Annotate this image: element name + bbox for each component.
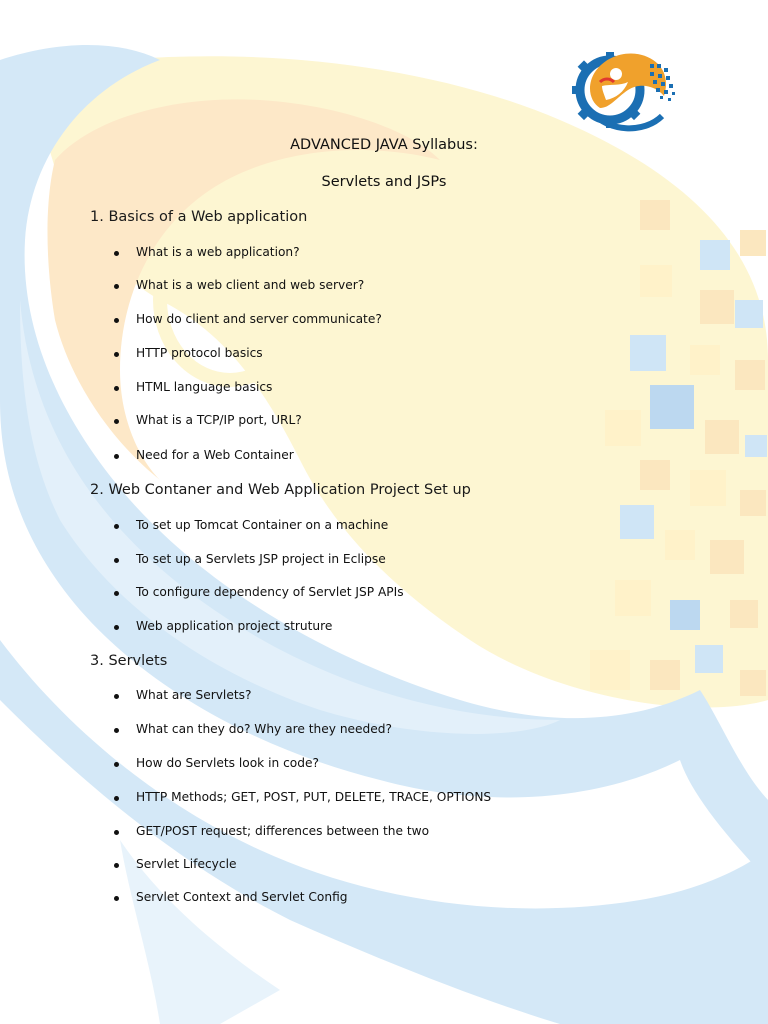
section-heading-web-container: 2. Web Contaner and Web Application Project Set up (90, 482, 471, 498)
bullet-icon (114, 284, 119, 289)
list-item: How do client and server communicate? (136, 312, 382, 326)
bullet-icon (114, 558, 119, 563)
bullet-icon (114, 796, 119, 801)
list-item: What is a web client and web server? (136, 278, 365, 292)
list-item: To set up a Servlets JSP project in Eclipse (136, 552, 386, 566)
bullet-icon (114, 830, 119, 835)
bullet-icon (114, 694, 119, 699)
bullet-icon (114, 352, 119, 357)
bullet-icon (114, 386, 119, 391)
document-title: ADVANCED JAVA Syllabus: (290, 137, 478, 153)
list-item: GET/POST request; differences between the two (136, 824, 430, 838)
list-item: Web application project struture (136, 619, 333, 633)
bullet-icon (114, 318, 119, 323)
bullet-icon (114, 591, 119, 596)
section-heading-basics: 1. Basics of a Web application (90, 209, 308, 225)
list-item: HTTP protocol basics (136, 346, 263, 360)
list-item: Servlet Context and Servlet Config (136, 890, 348, 904)
list-item: HTML language basics (136, 380, 273, 394)
list-item: What is a web application? (136, 245, 300, 259)
list-item: What are Servlets? (136, 688, 252, 702)
bullet-icon (114, 863, 119, 868)
list-item: To configure dependency of Servlet JSP APIs (136, 585, 404, 599)
list-item: To set up Tomcat Container on a machine (136, 518, 389, 532)
list-item: HTTP Methods; GET, POST, PUT, DELETE, TRACE, OPTIONS (136, 790, 492, 804)
list-item: What can they do? Why are they needed? (136, 722, 392, 736)
bullet-icon (114, 524, 119, 529)
bullet-icon (114, 625, 119, 630)
list-item: Servlet Lifecycle (136, 857, 237, 871)
list-item: What is a TCP/IP port, URL? (136, 413, 302, 427)
bullet-icon (114, 419, 119, 424)
bullet-icon (114, 454, 119, 459)
section-heading-servlets: 3. Servlets (90, 653, 168, 669)
list-item: How do Servlets look in code? (136, 756, 319, 770)
bullet-icon (114, 896, 119, 901)
bullet-icon (114, 762, 119, 767)
list-item: Need for a Web Container (136, 448, 294, 462)
bullet-icon (114, 728, 119, 733)
bullet-icon (114, 251, 119, 256)
document-subtitle: Servlets and JSPs (321, 174, 447, 190)
